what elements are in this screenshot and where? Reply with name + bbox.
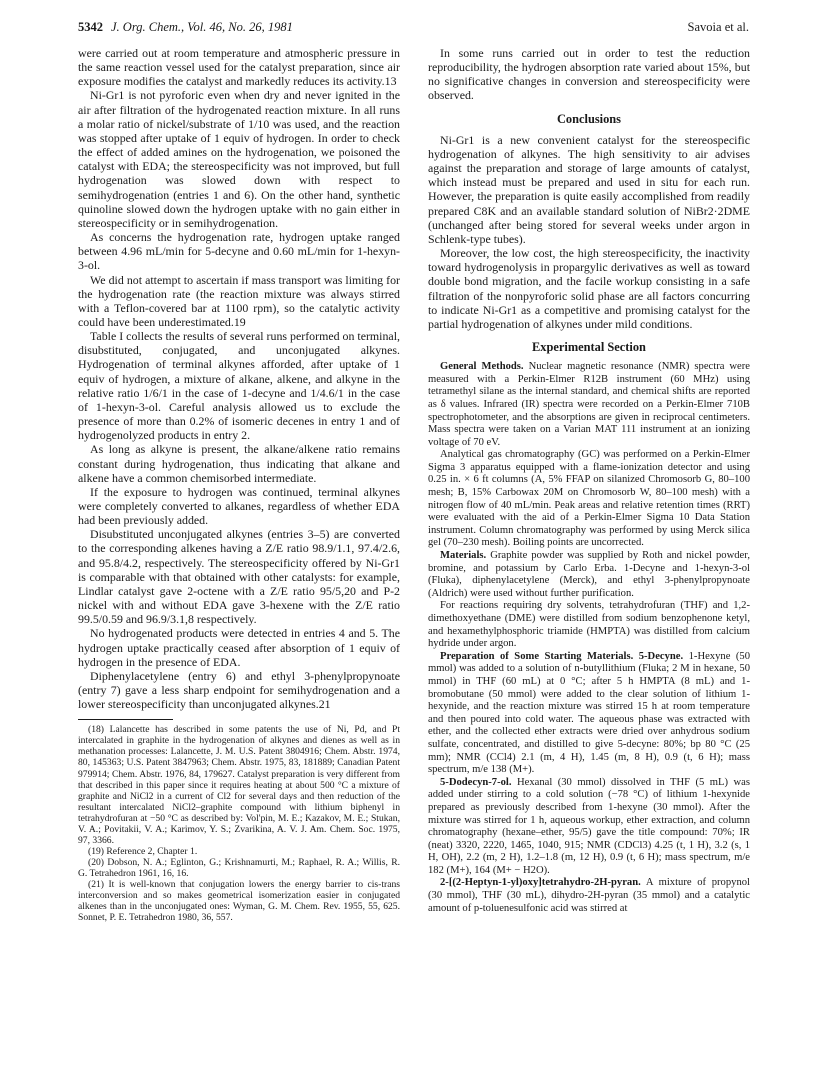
paragraph: Diphenylacetylene (entry 6) and ethyl 3-phenylpropynoate (entry 7) gave a less sharp endpoint for semihydrogenation and a lower stereospecificity than unconjugated alkynes.21 bbox=[78, 668, 400, 712]
footnote-18: (18) Lalancette has described in some patents the use of Ni, Pd, and Pt intercalated in graphite in the hydrogenation of alkynes and dienes as well as in methanation processes: Lalancette, J. M. U.S. Patent 3804916; Chem. Abstr. 1974, 80, 145363; U.S. Patent 3847963; Chem. Abstr. 1975, 83, 181889; Canadian Patent 979914; Chem. Abstr. 1976, 84, 179627. Catalyst preparation is very different from that described in this paper since it requires heating at about 500 °C a mixture of graphite and NiCl2 in a current of Cl2 for several days and then reduction of the resultant intercalated NiCl2–graphite compound with lithium biphenyl in tetrahydrofuran at −50 °C as described by: Vol'pin, M. E.; Kazakov, M. E.; Stukan, V. A.; Povitakii, V. A.; Karimov, Y. S.; Zvarikina, A. V. J. Am. Chem. Soc. 1975, 97, 3366. bbox=[78, 724, 400, 846]
paragraph: If the exposure to hydrogen was continued, terminal alkynes were completely converted to alkanes, regardless of whether EDA had been previously added. bbox=[78, 484, 400, 528]
paragraph-text: Graphite powder was supplied by Roth and nickel powder, bromine, and potassium by Carlo Erba. 1-Decyne and 1-hexyn-3-ol (Fluka), diphenylacetylene (Merck), and ethyl 3-phenylpropynoate (Aldrich) were used without further purification. bbox=[428, 550, 750, 599]
paragraph-heptynyloxy bbox=[428, 877, 750, 915]
experimental-body bbox=[428, 361, 750, 915]
paragraph-text: 1-Hexyne (50 mmol) was added to a solution of n-butyllithium (Fluka; 2 M in hexane, 50 mmol) in THF (60 mL) at 0 °C; after 5 h HMPTA (8 mL) and 1-bromobutane (50 mmol) were added to the clear solution of lithium 1-hexynide, and the reaction mixture was stirred 15 h at room temperature and then poured into cold water. The aqueous phase was extracted with ether, and the collected ether extracts were dried over anhydrous sodium sulfate, concentrated, and distilled to give 5-decyne: 80%; bp 80 °C (25 mm); NMR (CCl4) 2.1 (m, 4 H), 1.45 (m, 8 H), 0.9 (t, 6 H); mass spectrum, m/e 138 (M+). bbox=[428, 650, 750, 776]
paragraph: Analytical gas chromatography (GC) was performed on a Perkin-Elmer Sigma 3 apparatus equipped with a flame-ionization detector and using 0.25 in. × 6 ft columns (A, 5% FFAP on silanized Chromosorb G, 80–100 mesh; B, 15% Carbowax 20M on Chromosorb W, 80–100 mesh) with a nitrogen flow of 40 mL/min. Peak areas and relative retention times (RRT) were evaluated with the aid of a Perkin-Elmer Sigma 10 Data Station instrument. Column chromatography was performed by using Merck silica gel (70–230 mesh). Boiling points are uncorrected. bbox=[428, 449, 750, 549]
paragraph: were carried out at room temperature and atmospheric pressure in the same reaction vessel used for the catalyst preparation, since air exposure modifies the catalyst and markedly reduces its activity.13 bbox=[78, 46, 400, 89]
paragraph: As concerns the hydrogenation rate, hydrogen uptake ranged between 4.96 mL/min for 5-decyne and 0.60 mL/min for 1-hexyn-3-ol. bbox=[78, 230, 400, 273]
paragraph-decyne bbox=[428, 651, 750, 777]
right-column bbox=[428, 46, 750, 915]
paragraph: In some runs carried out in order to test the reduction reproducibility, the hydrogen absorption rate varied about 15%, but no significative changes in conversion and stereospecificity were observed. bbox=[428, 46, 750, 103]
paragraph-text: Hexanal (30 mmol) dissolved in THF (5 mL) was added under stirring to a cold solution (−78 °C) of lithium 1-hexynide prepared as previously described from 1-hexyne (30 mmol). After the mixture was stirred for 1 h, aqueous workup, ether extraction, and column chromatography (hexane–ether, 95/5) gave the title compound: 70%; IR (neat) 3320, 2220, 1465, 1040, 915; NMR (CDCl3) 4.25 (t, 1 H), 3.2 (s, 1 H, OH), 2.2 (m, 2 H), 1.2–1.8 (m, 12 H), 0.9 (t, 6 H); mass spectrum, m/e 182 (M+), 164 (M+ − H2O). bbox=[428, 776, 750, 876]
run-in-heading: 2-[(2-Heptyn-1-yl)oxy]tetrahydro-2H-pyran. bbox=[440, 877, 641, 889]
header-authors: Savoia et al. bbox=[687, 20, 749, 34]
footnotes bbox=[78, 724, 400, 923]
paragraph: Ni-Gr1 is a new convenient catalyst for the stereospecific hydrogenation of alkynes. The high sensitivity to air advises against the preparation and storage of large amounts of catalyst, which instead must be prepared and used in situ for each run. However, the preparation is quite easily accomplished from readily prepared C8K and an available standard solution of NiBr2·2DME (unchanged after being stored for several weeks under argon in Schlenk-type tubes). bbox=[428, 132, 750, 246]
paragraph: Moreover, the low cost, the high stereospecificity, the inactivity toward hydrogenolysis in propargylic derivatives as well as toward double bond migration, and the facile workup consisting in a safe filtration of the nonpyroforic solid phase are all factors concurring to indicate Ni-Gr1 as a competitive and promising catalyst for the partial hydrogenation of alkynes under mild conditions. bbox=[428, 246, 750, 331]
run-in-heading: General Methods. bbox=[440, 361, 524, 373]
paragraph: We did not attempt to ascertain if mass transport was limiting for the hydrogenation rate (the reaction mixture was always stirred with a Teflon-covered bar at 1100 rpm), so the catalytic activity could have been underestimated.19 bbox=[78, 272, 400, 329]
paragraph: Ni-Gr1 is not pyroforic even when dry and never ignited in the air after filtration of the hydrogenated reaction mixture. In all runs a molar ratio of nickel/substrate of 1/10 was used, and the reaction was stopped after uptake of 1 equiv of hydrogen. In order to check the effect of added amines on the hydrogenation, we poisoned the catalyst with EDA; the stereospecificity was not improved, but full hydrogenation was slowed down with respect to semihydrogenation (entries 1 and 6). On the other hand, synthetic quinoline slowed down the hydrogen uptake with no gain either in stereospecificity or in semihydrogenation. bbox=[78, 88, 400, 230]
footnote-divider bbox=[78, 719, 173, 720]
page-number: 5342 bbox=[78, 20, 103, 34]
paragraph: Table I collects the results of several runs performed on terminal, disubstituted, conjugated, and unconjugated alkynes. Hydrogenation of terminal alkynes afforded, after uptake of 1 equiv of hydrogen, a mixture of alkane, alkene, and alkyne in the relative ratio 1/6/1 in the case of 1-decyne and 1/4.6/1 in the case of 1-hexyn-3-ol. Careful analysis allowed us to exclude the presence of more than 0.2% of isomeric decenes in entry 1 and of hydrogenolyzed products in entry 2. bbox=[78, 329, 400, 443]
paragraph-general-methods bbox=[428, 361, 750, 449]
run-in-heading: Materials. bbox=[440, 550, 487, 562]
conclusions-heading: Conclusions bbox=[556, 111, 622, 126]
footnote-20: (20) Dobson, N. A.; Eglinton, G.; Krishnamurti, M.; Raphael, R. A.; Willis, R. G. Tetrahedron 1961, 16, 16. bbox=[78, 856, 400, 879]
paragraph: As long as alkyne is present, the alkane/alkene ratio remains constant during hydrogenation, thus indicating that alkane and alkene have a common chemisorbed intermediate. bbox=[78, 442, 400, 485]
paragraph: For reactions requiring dry solvents, tetrahydrofuran (THF) and 1,2-dimethoxyethane (DME) were distilled from sodium benzophenone ketyl, and hexamethylphosphoric triamide (HMPTA) was distilled from calcium hydride under argon. bbox=[428, 600, 750, 650]
footnote-21: (21) It is well-known that conjugation lowers the energy barrier to cis-trans interconversion and so makes geometrical isomerization easier in conjugated alkenes than in the unconjugated ones: Wyman, G. M. Chem. Rev. 1955, 55, 625. Sonnet, P. E. Tetrahedron 1980, 36, 557. bbox=[78, 879, 400, 924]
paragraph-text: Nuclear magnetic resonance (NMR) spectra were measured with a Perkin-Elmer R12B instrument (60 MHz) using tetramethyl silane as the internal standard, and chemical shifts are reported as δ values. Infrared (IR) spectra were recorded on a Perkin-Elmer 710B spectrophotometer, and the absorptions are given in reciprocal centimeters. Mass spectra were taken on a Varian MAT 111 instrument at an ionizing voltage of 70 eV. bbox=[428, 361, 750, 448]
experimental-heading: Experimental Section bbox=[532, 339, 646, 354]
left-column bbox=[78, 46, 400, 923]
header-left bbox=[78, 20, 293, 35]
journal-citation: J. Org. Chem., Vol. 46, No. 26, 1981 bbox=[111, 20, 293, 34]
running-header bbox=[78, 20, 749, 40]
paragraph-text: A mixture of propynol (30 mmol), THF (30 mL), dihydro-2H-pyran (35 mmol) and a catalytic amount of p-toluenesulfonic acid was stirred at bbox=[428, 877, 750, 914]
paragraph: No hydrogenated products were detected in entries 4 and 5. The hydrogen uptake practically ceased after absorption of 1 equiv of hydrogen in the presence of EDA. bbox=[78, 626, 400, 669]
footnote-19: (19) Reference 2, Chapter 1. bbox=[88, 845, 198, 857]
run-in-heading: Preparation of Some Starting Materials. 5-Decyne. bbox=[440, 650, 684, 662]
run-in-heading: 5-Dodecyn-7-ol. bbox=[440, 776, 512, 788]
paragraph: Disubstituted unconjugated alkynes (entries 3–5) are converted to the corresponding alkenes having a Z/E ratio 98.9/1.1, 97.4/2.6, and 95.8/4.2, respectively. The stereospecificity offered by Ni-Gr1 is comparable with that obtained with other catalysts: for example, Lindlar catalyst gave 2-octene with a Z/E ratio 95/5,20 and P-2 nickel with and without EDA gave 3-hexene with the Z/E ratio 99.5/0.59 and 96.9/3.1,8 respectively. bbox=[78, 527, 400, 627]
paragraph-dodecynol bbox=[428, 777, 750, 878]
paragraph-materials bbox=[428, 550, 750, 600]
